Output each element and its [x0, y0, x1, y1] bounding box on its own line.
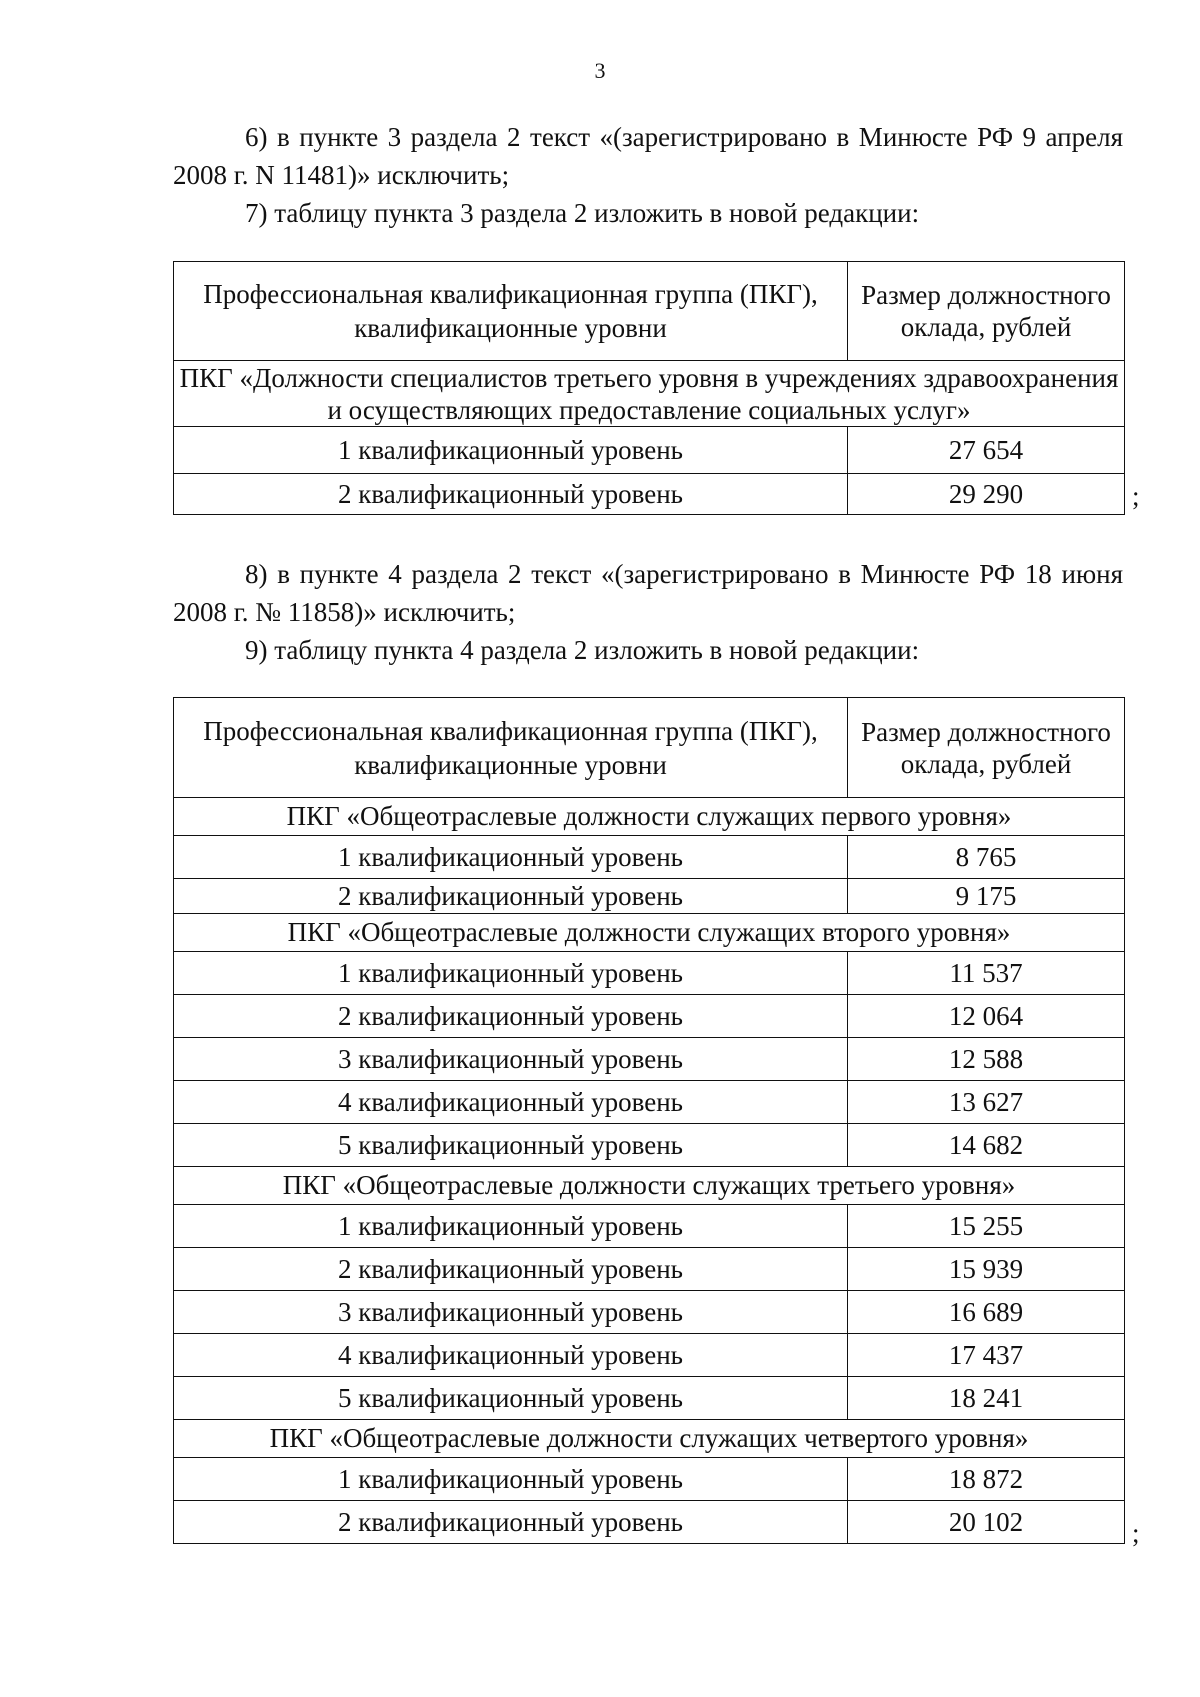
table-row	[174, 1124, 1125, 1167]
paragraph-9-text: 9) таблицу пункта 4 раздела 2 изложить в новой редакции:	[245, 635, 920, 665]
table-row	[174, 1205, 1125, 1248]
salary-cell: 9 175	[848, 879, 1125, 914]
table-header-row	[174, 262, 1125, 361]
group-title: ПКГ «Должности специалистов третьего уровня в учреждениях здравоохранения и осуществляющих предоставление социальных услуг»	[174, 361, 1125, 427]
group-title: ПКГ «Общеотраслевые должности служащих второго уровня»	[174, 914, 1125, 952]
salary-table-2	[173, 697, 1125, 1544]
level-cell: 3 квалификационный уровень	[174, 1038, 848, 1081]
table-row	[174, 952, 1125, 995]
header-salary-size: Размер должностного оклада, рублей	[848, 262, 1125, 361]
table-row	[174, 879, 1125, 914]
salary-cell: 15 255	[848, 1205, 1125, 1248]
level-cell: 5 квалификационный уровень	[174, 1124, 848, 1167]
paragraph-9	[173, 631, 1123, 669]
header-qualification-group: Профессиональная квалификационная группа (ПКГ), квалификационные уровни	[174, 262, 848, 361]
salary-cell: 8 765	[848, 836, 1125, 879]
level-cell: 2 квалификационный уровень	[174, 995, 848, 1038]
salary-cell: 27 654	[848, 427, 1125, 474]
level-cell: 3 квалификационный уровень	[174, 1291, 848, 1334]
salary-cell: 11 537	[848, 952, 1125, 995]
salary-cell: 13 627	[848, 1081, 1125, 1124]
table-row	[174, 1038, 1125, 1081]
level-cell: 1 квалификационный уровень	[174, 1458, 848, 1501]
paragraph-8	[173, 555, 1123, 631]
salary-cell: 14 682	[848, 1124, 1125, 1167]
table-row	[174, 1377, 1125, 1420]
salary-cell: 12 064	[848, 995, 1125, 1038]
level-cell: 1 квалификационный уровень	[174, 836, 848, 879]
table-row	[174, 1501, 1125, 1544]
table-2-terminator: ;	[1132, 1518, 1140, 1548]
group-row	[174, 914, 1125, 952]
group-row	[174, 1420, 1125, 1458]
header-salary-size: Размер должностного оклада, рублей	[848, 698, 1125, 798]
table-row	[174, 1248, 1125, 1291]
level-cell: 2 квалификационный уровень	[174, 1248, 848, 1291]
level-cell: 1 квалификационный уровень	[174, 427, 848, 474]
table-row	[174, 1291, 1125, 1334]
table-row	[174, 1081, 1125, 1124]
level-cell: 4 квалификационный уровень	[174, 1081, 848, 1124]
group-row	[174, 798, 1125, 836]
table-row	[174, 474, 1125, 515]
salary-cell: 12 588	[848, 1038, 1125, 1081]
salary-cell: 15 939	[848, 1248, 1125, 1291]
paragraph-6-text: 6) в пункте 3 раздела 2 текст «(зарегистрировано в Минюсте РФ 9 апреля 2008 г. N 11481)» исключить;	[173, 122, 1123, 190]
table-1-terminator: ;	[1132, 481, 1140, 511]
table-row	[174, 995, 1125, 1038]
paragraph-7-text: 7) таблицу пункта 3 раздела 2 изложить в новой редакции:	[245, 198, 920, 228]
salary-cell: 20 102	[848, 1501, 1125, 1544]
salary-table-1	[173, 261, 1125, 515]
group-title: ПКГ «Общеотраслевые должности служащих третьего уровня»	[174, 1167, 1125, 1205]
paragraph-8-text: 8) в пункте 4 раздела 2 текст «(зарегистрировано в Минюсте РФ 18 июня 2008 г. № 11858)» исключить;	[173, 559, 1123, 627]
level-cell: 1 квалификационный уровень	[174, 952, 848, 995]
level-cell: 1 квалификационный уровень	[174, 1205, 848, 1248]
header-qualification-group: Профессиональная квалификационная группа (ПКГ), квалификационные уровни	[174, 698, 848, 798]
group-title: ПКГ «Общеотраслевые должности служащих первого уровня»	[174, 798, 1125, 836]
salary-cell: 18 241	[848, 1377, 1125, 1420]
group-row	[174, 1167, 1125, 1205]
table-row	[174, 1334, 1125, 1377]
salary-cell: 18 872	[848, 1458, 1125, 1501]
level-cell: 2 квалификационный уровень	[174, 474, 848, 515]
salary-cell: 16 689	[848, 1291, 1125, 1334]
group-title: ПКГ «Общеотраслевые должности служащих четвертого уровня»	[174, 1420, 1125, 1458]
level-cell: 4 квалификационный уровень	[174, 1334, 848, 1377]
group-row	[174, 361, 1125, 427]
paragraph-6	[173, 118, 1123, 194]
salary-cell: 17 437	[848, 1334, 1125, 1377]
page-number: 3	[594, 58, 606, 83]
level-cell: 5 квалификационный уровень	[174, 1377, 848, 1420]
paragraph-7	[173, 194, 1123, 232]
table-row	[174, 427, 1125, 474]
level-cell: 2 квалификационный уровень	[174, 879, 848, 914]
level-cell: 2 квалификационный уровень	[174, 1501, 848, 1544]
table-header-row	[174, 698, 1125, 798]
table-row	[174, 836, 1125, 879]
salary-cell: 29 290	[848, 474, 1125, 515]
table-row	[174, 1458, 1125, 1501]
